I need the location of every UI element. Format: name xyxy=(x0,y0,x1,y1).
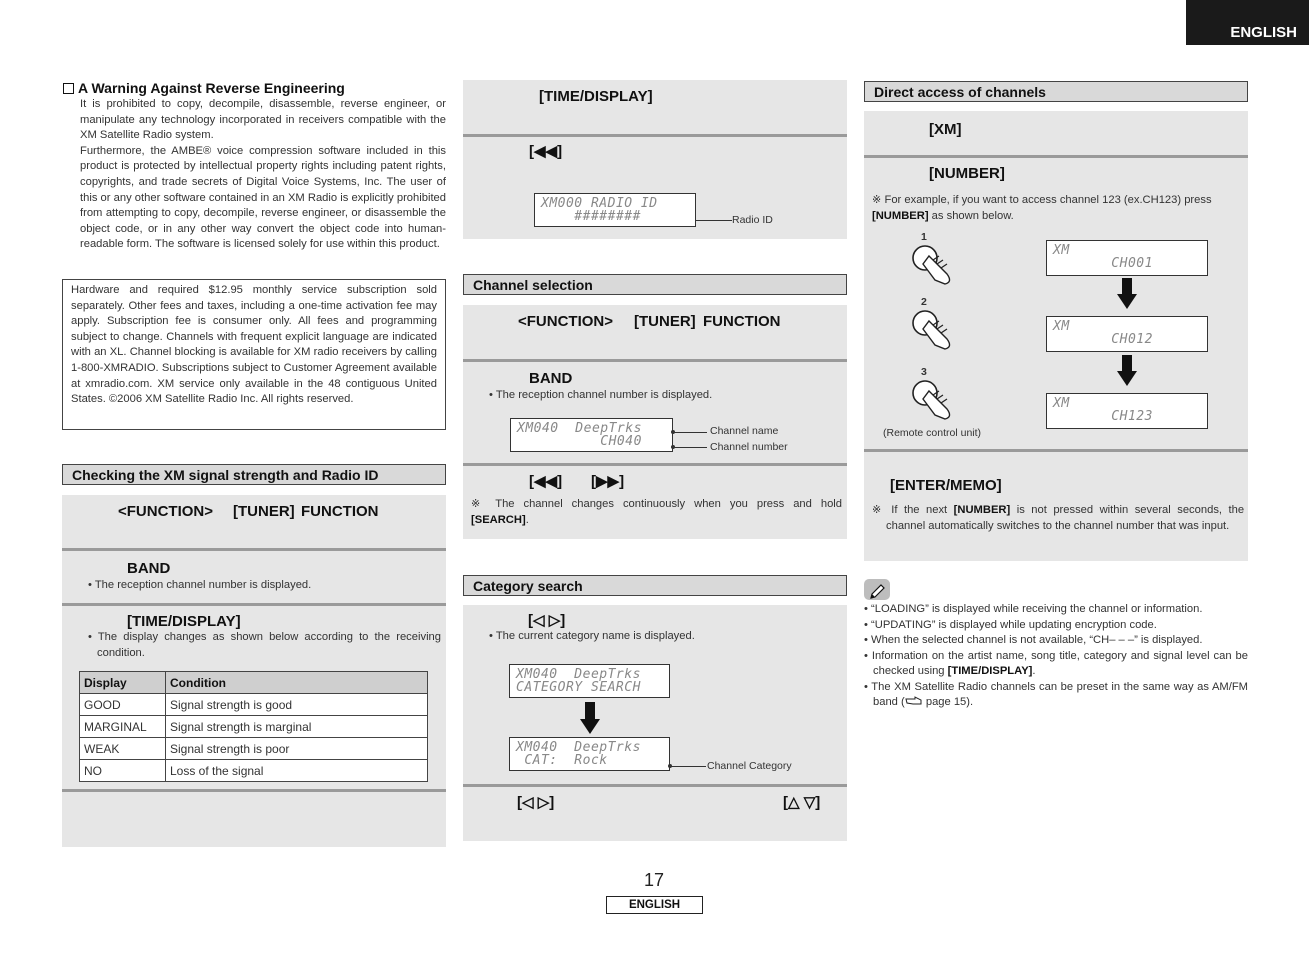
warning-para-2: Furthermore, the AMBE® voice compression software included in this product is protected by intellectual property rights including patent rights, copyrights, and trade secrets of Digital Voice Systems, Inc. The user of this or any other software contained in an XM Radio is explicitly prohibited from attempting to copy, decompile, reverse engineer, or disassemble the object code, or in any other way convert the object code into human-readable form. The software is licensed solely for use within this product. xyxy=(80,144,446,251)
signal-step-4 xyxy=(62,792,446,847)
direct-lcd-1: XM CH001 xyxy=(1046,240,1208,276)
signal-step-2 xyxy=(62,551,446,606)
table-header-row xyxy=(80,672,428,694)
category-search-heading: Category search xyxy=(463,575,847,596)
sequence-number: 3 xyxy=(921,366,927,378)
forward-key-label: [▶▶] xyxy=(591,473,625,490)
enter-memo-key-label: [ENTER/MEMO] xyxy=(890,477,1002,494)
channel-step-3-note: ※ The channel changes continuously when you press and hold [SEARCH]. xyxy=(471,498,843,526)
direct-step-3-note: ※ If the next [NUMBER] is not pressed within several seconds, the channel automatically switches to the channel number that was input. xyxy=(872,504,1245,532)
direct-step-1 xyxy=(864,111,1248,158)
time-display-key-label: [TIME/DISPLAY] xyxy=(539,88,653,105)
function-key-label: <FUNCTION> xyxy=(518,313,614,330)
direct-access-heading: Direct access of channels xyxy=(864,81,1248,102)
subscription-notice: Hardware and required $12.95 monthly service subscription sold separately. Other fees and taxes, including a one-time activation fee may apply. Subscription fee is consumer only. All fees and programming subject to change. Channels with frequent explicit language are indicated with an XL. Channel blocking is available for XM radio receivers by calling 1-800-XMRADIO. Subscriptions subject to Customer Agreement available at xmradio.com. XM service only available in the 48 contiguous United States. ©2006 XM Satellite Radio Inc. All rights reserved. xyxy=(62,279,446,430)
language-tab: ENGLISH xyxy=(1186,0,1309,45)
footer-language: ENGLISH xyxy=(606,896,703,914)
page-number: 17 xyxy=(643,870,665,890)
channel-step-1 xyxy=(463,305,847,362)
channel-lcd: XM040 DeepTrks CH040 xyxy=(510,418,673,452)
direct-lcd-2: XM CH012 xyxy=(1046,316,1208,352)
signal-step-2-note: • The reception channel number is displayed. xyxy=(88,579,312,591)
table-header: Display xyxy=(80,672,166,694)
arrow-down-icon xyxy=(580,702,600,735)
xm-key-label: [XM] xyxy=(929,121,962,138)
category-key-label: [◁ ▷] xyxy=(517,794,555,811)
table-row: MARGINAL Signal strength is marginal xyxy=(80,716,428,738)
category-lcd-2: XM040 DeepTrks CAT: Rock xyxy=(509,737,670,771)
category-step-1-note: • The current category name is displayed. xyxy=(489,630,695,642)
channel-selection-heading: Channel selection xyxy=(463,274,847,295)
rewind-key-label: [◀◀] xyxy=(529,473,563,490)
finger-press-icon xyxy=(909,377,959,421)
sequence-number: 1 xyxy=(921,231,927,243)
radio-id-lcd: XM000 RADIO ID ######## xyxy=(534,193,696,227)
warning-title: A Warning Against Reverse Engineering xyxy=(63,80,446,96)
channel-step-2-note: • The reception channel number is displayed. xyxy=(489,389,713,401)
finger-press-icon xyxy=(909,242,959,286)
signal-step-3-note: • The display changes as shown below according to the receiving condition. xyxy=(88,631,441,659)
list-item: • When the selected channel is not available, “CH– – –” is displayed. xyxy=(864,634,1203,646)
signal-step-1 xyxy=(62,495,446,551)
radio-id-step-1 xyxy=(463,80,847,137)
channel-step-2 xyxy=(463,362,847,466)
list-item: • “UPDATING” is displayed while updating encryption code. xyxy=(864,618,1157,631)
radio-id-callout: Radio ID xyxy=(732,214,773,226)
time-display-key-label: [TIME/DISPLAY] xyxy=(127,613,241,630)
signal-table xyxy=(79,671,428,782)
function-label: FUNCTION xyxy=(703,313,781,330)
sequence-number: 2 xyxy=(921,296,927,308)
list-item: • “LOADING” is displayed while receiving the channel or information. xyxy=(864,603,1203,615)
direct-step-3 xyxy=(864,452,1248,561)
signal-heading: Checking the XM signal strength and Radio ID xyxy=(62,464,446,485)
channel-name-callout: Channel name xyxy=(710,425,779,437)
channel-category-callout: Channel Category xyxy=(707,760,792,772)
radio-id-step-2 xyxy=(463,137,847,239)
function-label: FUNCTION xyxy=(301,503,379,520)
band-key-label: BAND xyxy=(529,370,573,387)
checkbox-icon xyxy=(63,83,74,94)
channel-number-callout: Channel number xyxy=(710,441,788,453)
list-item: • Information on the artist name, song title, category and signal level can be checked using [TIME/DISPLAY]. xyxy=(864,649,1248,677)
up-down-key-label: [△ ▽] xyxy=(783,794,821,811)
table-header: Condition xyxy=(166,672,428,694)
arrow-down-icon xyxy=(1117,278,1137,310)
tuner-key-label: [TUNER] xyxy=(233,503,295,520)
notes-list xyxy=(864,602,1248,711)
warning-section xyxy=(63,80,446,253)
warning-para-1: It is prohibited to copy, decompile, disassemble, reverse engineer, or manipulate any technology incorporated in receivers compatible with the XM Satellite Radio system. xyxy=(80,98,446,142)
table-row: NO Loss of the signal xyxy=(80,760,428,782)
number-key-label: [NUMBER] xyxy=(929,165,1005,182)
category-key-label: [◁ ▷] xyxy=(528,612,566,629)
direct-step-2-note: ※ For example, if you want to access channel 123 (ex.CH123) press [NUMBER] as shown below. xyxy=(872,194,1212,222)
table-row: WEAK Signal strength is poor xyxy=(80,738,428,760)
direct-lcd-3: XM CH123 xyxy=(1046,393,1208,429)
finger-press-icon xyxy=(909,307,959,351)
category-lcd-1: XM040 DeepTrks CATEGORY SEARCH xyxy=(509,664,670,698)
channel-step-3 xyxy=(463,466,847,539)
category-step-1 xyxy=(463,605,847,787)
arrow-down-icon xyxy=(1117,355,1137,387)
tuner-key-label: [TUNER] xyxy=(634,313,696,330)
rewind-key-label: [◀◀] xyxy=(529,143,563,160)
pointing-hand-icon xyxy=(905,695,923,706)
direct-step-2 xyxy=(864,158,1248,452)
band-key-label: BAND xyxy=(127,560,171,577)
category-step-2 xyxy=(463,787,847,841)
signal-step-3 xyxy=(62,606,446,792)
list-item: • The XM Satellite Radio channels can be preset in the same way as AM/FM band ( page 15). xyxy=(864,680,1248,708)
table-row: GOOD Signal strength is good xyxy=(80,694,428,716)
remote-label: (Remote control unit) xyxy=(883,427,982,439)
function-key-label: <FUNCTION> xyxy=(118,503,214,520)
pencil-icon xyxy=(864,579,890,600)
